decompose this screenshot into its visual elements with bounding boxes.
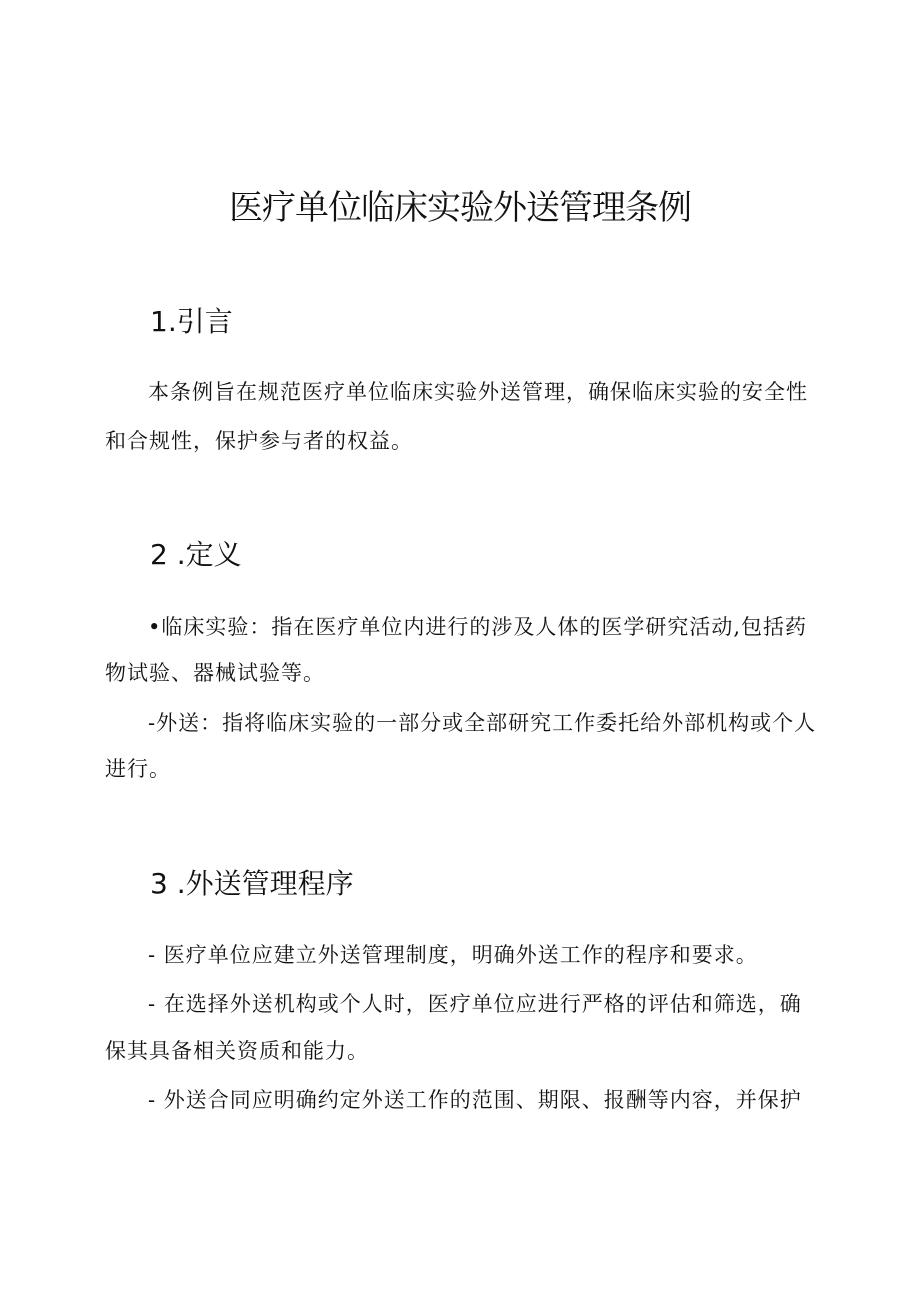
paragraph-line: - 医疗单位应建立外送管理制度，明确外送工作的程序和要求。 [148, 943, 758, 967]
paragraph-line: •临床实验：指在医疗单位内进行的涉及人体的医学研究活动,包括药 [148, 615, 808, 639]
paragraph-line: -外送：指将临床实验的一部分或全部研究工作委托给外部机构或个人 [148, 711, 817, 735]
section-heading-introduction: 1.引言 [150, 305, 233, 338]
document-title: 医疗单位临床实验外送管理条例 [229, 188, 691, 228]
paragraph-line: - 在选择外送机构或个人时，医疗单位应进行严格的评估和筛选，确 [148, 992, 802, 1016]
paragraph-line: 保其具备相关资质和能力。 [105, 1039, 369, 1063]
paragraph-line: 物试验、器械试验等。 [105, 661, 325, 685]
section-heading-procedures: 3 .外送管理程序 [150, 867, 354, 900]
section-heading-definitions: 2 .定义 [150, 538, 242, 571]
paragraph-line: - 外送合同应明确约定外送工作的范围、期限、报酬等内容，并保护 [148, 1088, 802, 1112]
paragraph-line: 和合规性，保护参与者的权益。 [105, 429, 413, 453]
paragraph-line: 本条例旨在规范医疗单位临床实验外送管理，确保临床实验的安全性 [148, 380, 808, 404]
paragraph-line: 进行。 [105, 757, 171, 781]
